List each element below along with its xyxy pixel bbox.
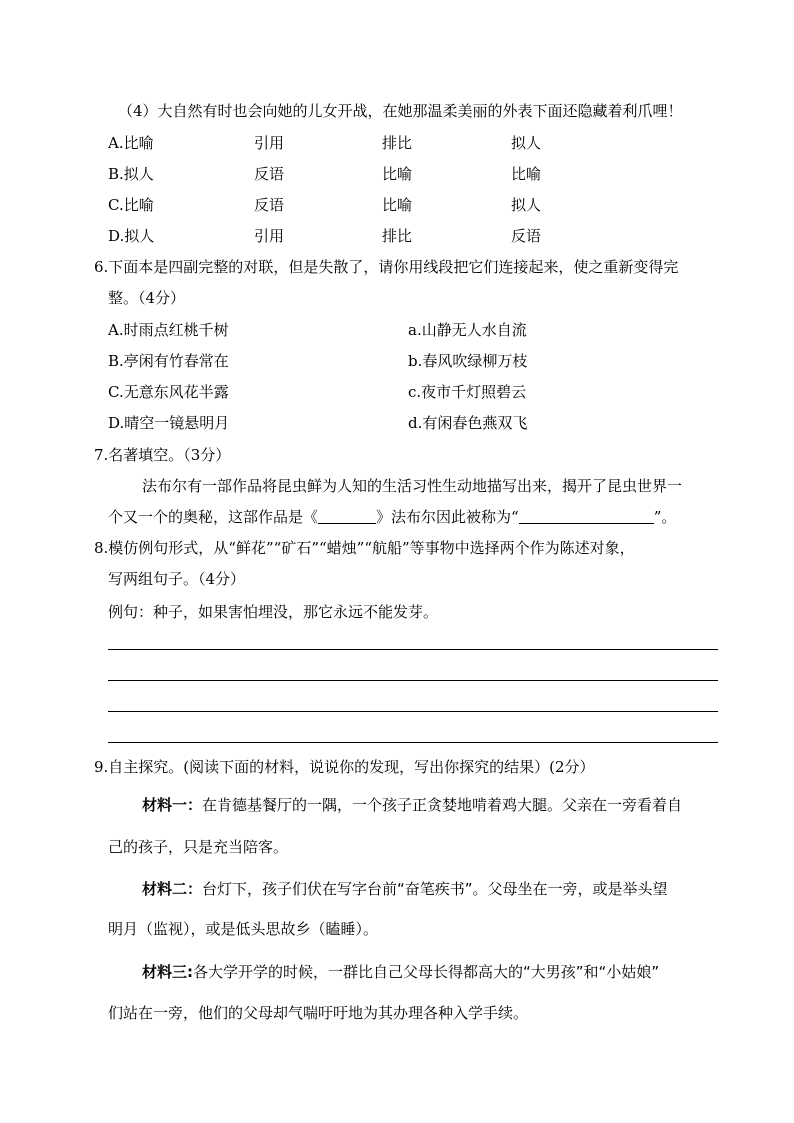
q7-line1: 法布尔有一部作品将昆虫鲜为人知的生活习性生动地描写出来，揭开了昆虫世界一 [142, 477, 683, 495]
q7-line2 [108, 508, 676, 526]
q8-example: 例句：种子，如果害怕埋没，那它永远不能发芽。 [108, 603, 439, 621]
q6-left-b: B.亭闲有竹春常在 [108, 352, 229, 370]
q5-option-c-label: C.比喻 [108, 196, 154, 214]
q5-option-a-c4: 拟人 [511, 134, 542, 152]
q5-option-b-label: B.拟人 [108, 165, 154, 183]
q6-stem-line2: 整。（4分） [108, 289, 186, 307]
q5-option-d-label: D.拟人 [108, 227, 155, 245]
q6-stem-line1: 6.下面本是四副完整的对联，但是失散了，请你用线段把它们连接起来，使之重新变得完 [94, 258, 679, 276]
q5-option-b-c3: 比喻 [382, 165, 413, 183]
q5-option-c-c4: 拟人 [511, 196, 542, 214]
material-1-text: 在肯德基餐厅的一隅，一个孩子正贪婪地啃着鸡大腿。父亲在一旁看着自 [202, 796, 683, 814]
material-3-text: 各大学开学的时候，一群比自己父母长得都高大的“大男孩”和“小姑娘” [193, 963, 660, 981]
q6-right-a: a.山静无人水自流 [408, 321, 527, 339]
q6-right-b: b.春风吹绿柳万枝 [408, 352, 528, 370]
q9-material-1 [142, 796, 682, 814]
material-1-label: 材料一： [142, 796, 203, 814]
q5-option-a-c2: 引用 [254, 134, 285, 152]
q9-material-1-cont: 己的孩子，只是充当陪客。 [108, 838, 289, 856]
answer-line-1[interactable] [108, 649, 718, 650]
q7-line2-text-b: 》法布尔因此被称为“ [376, 508, 519, 526]
material-2-text: 台灯下，孩子们伏在写字台前“奋笔疾书”。父母坐在一旁，或是举头望 [202, 880, 668, 898]
material-3-label: 材料三: [142, 963, 193, 981]
q6-left-d: D.晴空一镜悬明月 [108, 414, 230, 432]
q9-title: 9.自主探究。(阅读下面的材料，说说你的发现，写出你探究的结果）(2分） [94, 758, 595, 776]
q6-left-c: C.无意东风花半露 [108, 383, 229, 401]
q5-part4-stem: （4）大自然有时也会向她的儿女开战，在她那温柔美丽的外表下面还隐藏着利爪哩！ [118, 102, 683, 120]
answer-line-2[interactable] [108, 680, 718, 681]
q5-option-b-c4: 比喻 [511, 165, 542, 183]
q6-left-a: A.时雨点红桃千树 [108, 321, 229, 339]
answer-line-3[interactable] [108, 711, 718, 712]
material-2-label: 材料二： [142, 880, 203, 898]
q5-option-c-c2: 反语 [254, 196, 285, 214]
nickname-blank[interactable] [519, 509, 654, 524]
book-title-blank[interactable] [318, 509, 376, 524]
q9-material-2 [142, 880, 668, 898]
q7-line2-text-a: 个又一个的奥秘，这部作品是《 [108, 508, 319, 526]
q6-right-d: d.有闲春色燕双飞 [408, 414, 528, 432]
q6-right-c: c.夜市千灯照碧云 [408, 383, 527, 401]
q8-stem-line1: 8.模仿例句形式，从“鲜花”“矿石”“蜡烛”“航船”等事物中选择两个作为陈述对象， [94, 539, 635, 557]
q9-material-3 [142, 963, 659, 981]
q9-material-2-cont: 明月（监视），或是低头思故乡（瞌睡）。 [108, 920, 379, 938]
q8-stem-line2: 写两组句子。（4分） [108, 570, 246, 588]
answer-line-4[interactable] [108, 742, 718, 743]
q5-option-c-c3: 比喻 [382, 196, 413, 214]
q5-option-d-c2: 引用 [254, 227, 285, 245]
q5-option-a-c3: 排比 [382, 134, 413, 152]
q5-option-a-label: A.比喻 [108, 134, 154, 152]
q5-option-d-c3: 排比 [382, 227, 413, 245]
q9-material-3-cont: 们站在一旁，他们的父母却气喘吁吁地为其办理各种入学手续。 [108, 1004, 529, 1022]
q7-line2-text-c: ”。 [653, 508, 677, 526]
q5-option-b-c2: 反语 [254, 165, 285, 183]
q5-option-d-c4: 反语 [511, 227, 542, 245]
q7-title: 7.名著填空。（3分） [94, 446, 231, 464]
